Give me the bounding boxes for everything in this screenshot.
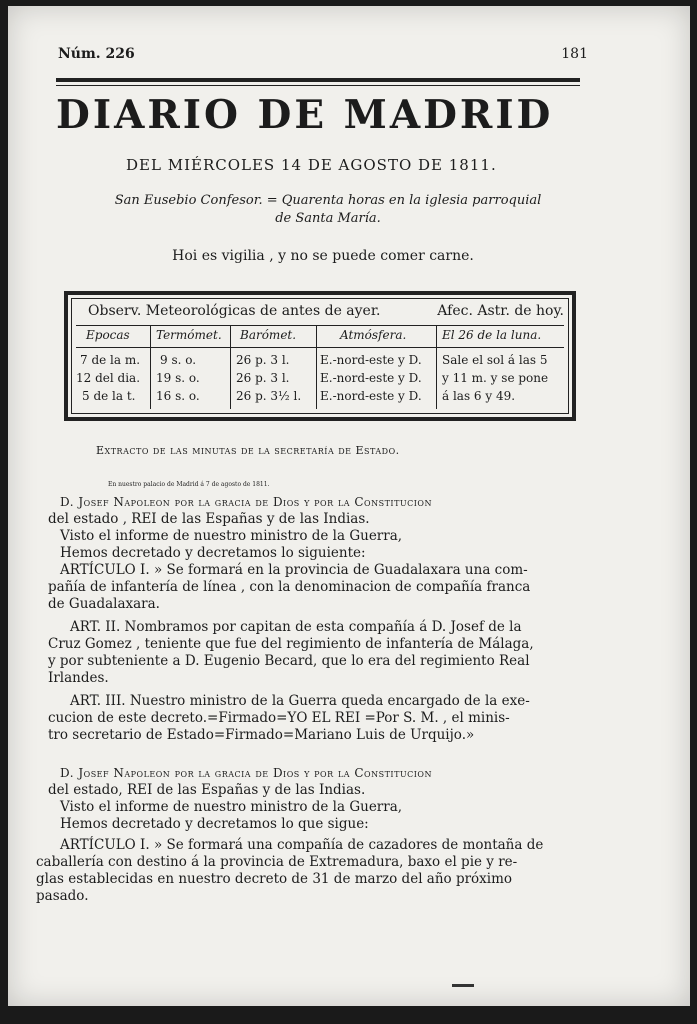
text-line: En nuestro palacio de Madrid á 7 de agosto de 1811. [108, 481, 270, 488]
row-3-atmosfera: E.-nord-este y D. [320, 389, 422, 403]
row-2-termometro: 19 s. o. [156, 371, 200, 385]
row-2-atmosfera: E.-nord-este y D. [320, 371, 422, 385]
text-line: ARTÍCULO I. » Se formará en la provincia de Guadalaxara una com- [60, 562, 528, 578]
text-line: D. Josef Napoleon por la gracia de Dios y por la Constitucion [60, 495, 432, 509]
text-line: del estado, REI de las Españas y de las Indias. [48, 782, 366, 798]
text-line: Cruz Gomez , teniente que fue del regimiento de infantería de Málaga, [48, 636, 534, 652]
masthead-title: DIARIO DE MADRID [56, 92, 554, 138]
text-line: D. Josef Napoleon por la gracia de Dios y por la Constitucion [60, 766, 432, 780]
column-divider [230, 325, 231, 409]
text-line: cucion de este decreto.=Firmado=YO EL REI =Por S. M. , el minis- [48, 710, 510, 726]
page-number: 181 [561, 46, 588, 62]
header-luna: El 26 de la luna. [442, 328, 542, 342]
row-1-epoca: 7 de la m. [80, 353, 141, 367]
header-barometro: Barómet. [240, 328, 297, 342]
astro-title: Afec. Astr. de hoy. [437, 303, 564, 319]
text-line: Visto el informe de nuestro ministro de la Guerra, [60, 799, 403, 815]
row-1-barometro: 26 p. 3 l. [236, 353, 290, 367]
column-divider [316, 325, 317, 409]
luna-line-2: y 11 m. y se pone [442, 371, 549, 385]
text-line: pasado. [36, 888, 89, 904]
row-3-epoca: 5 de la t. [82, 389, 136, 403]
text-line: ART. III. Nuestro ministro de la Guerra queda encargado de la exe- [70, 693, 530, 709]
saint-of-day [78, 192, 578, 228]
row-1-termometro: 9 s. o. [160, 353, 197, 367]
text-line: ART. II. Nombramos por capitan de esta compañía á D. Josef de la [70, 619, 522, 635]
column-divider [436, 325, 437, 409]
row-1-atmosfera: E.-nord-este y D. [320, 353, 422, 367]
meteo-title: Observ. Meteorológicas de antes de ayer. [88, 303, 381, 319]
row-2-epoca: 12 del dia. [76, 371, 141, 385]
issue-date: DEL MIÉRCOLES 14 DE AGOSTO DE 1811. [126, 156, 497, 174]
vigil-notice: Hoi es vigilia , y no se puede comer carne. [172, 248, 474, 264]
header-termometro: Termómet. [156, 328, 222, 342]
meteorological-table [64, 291, 576, 421]
text-line: y por subteniente a D. Eugenio Becard, que lo era del regimiento Real [48, 653, 530, 669]
text-line: de Guadalaxara. [48, 596, 160, 612]
header-rule-thin [56, 85, 580, 86]
row-3-termometro: 16 s. o. [156, 389, 200, 403]
text-line: pañía de infantería de línea , con la denominacion de compañía franca [48, 579, 531, 595]
row-2-barometro: 26 p. 3 l. [236, 371, 290, 385]
luna-line-3: á las 6 y 49. [442, 389, 516, 403]
text-line: Hemos decretado y decretamos lo que sigue: [60, 816, 369, 832]
section-heading: Extracto de las minutas de la secretaría de Estado. [96, 444, 400, 457]
header-epocas: Epocas [86, 328, 130, 342]
text-line: glas establecidas en nuestro decreto de 31 de marzo del año próximo [36, 871, 513, 887]
header-atmosfera: Atmósfera. [340, 328, 407, 342]
catchword-mark [452, 984, 474, 987]
luna-line-1: Sale el sol á las 5 [442, 353, 548, 367]
issue-number: Núm. 226 [58, 46, 135, 62]
saint-line-2: de Santa María. [275, 211, 381, 226]
text-line: Visto el informe de nuestro ministro de la Guerra, [60, 528, 403, 544]
text-line: caballería con destino á la provincia de Extremadura, baxo el pie y re- [36, 854, 518, 870]
header-rule-thick [56, 78, 580, 82]
text-line: tro secretario de Estado=Firmado=Mariano Luis de Urquijo.» [48, 727, 475, 743]
text-line: del estado , REI de las Españas y de las Indias. [48, 511, 370, 527]
text-line: Hemos decretado y decretamos lo siguiente: [60, 545, 366, 561]
newspaper-page [8, 6, 690, 1006]
saint-line-1: San Eusebio Confesor. = Quarenta horas en la iglesia parroquial [114, 193, 542, 208]
column-divider [150, 325, 151, 409]
row-3-barometro: 26 p. 3½ l. [236, 389, 302, 403]
text-line: Irlandes. [48, 670, 109, 686]
text-line: ARTÍCULO I. » Se formará una compañía de cazadores de montaña de [60, 837, 544, 853]
